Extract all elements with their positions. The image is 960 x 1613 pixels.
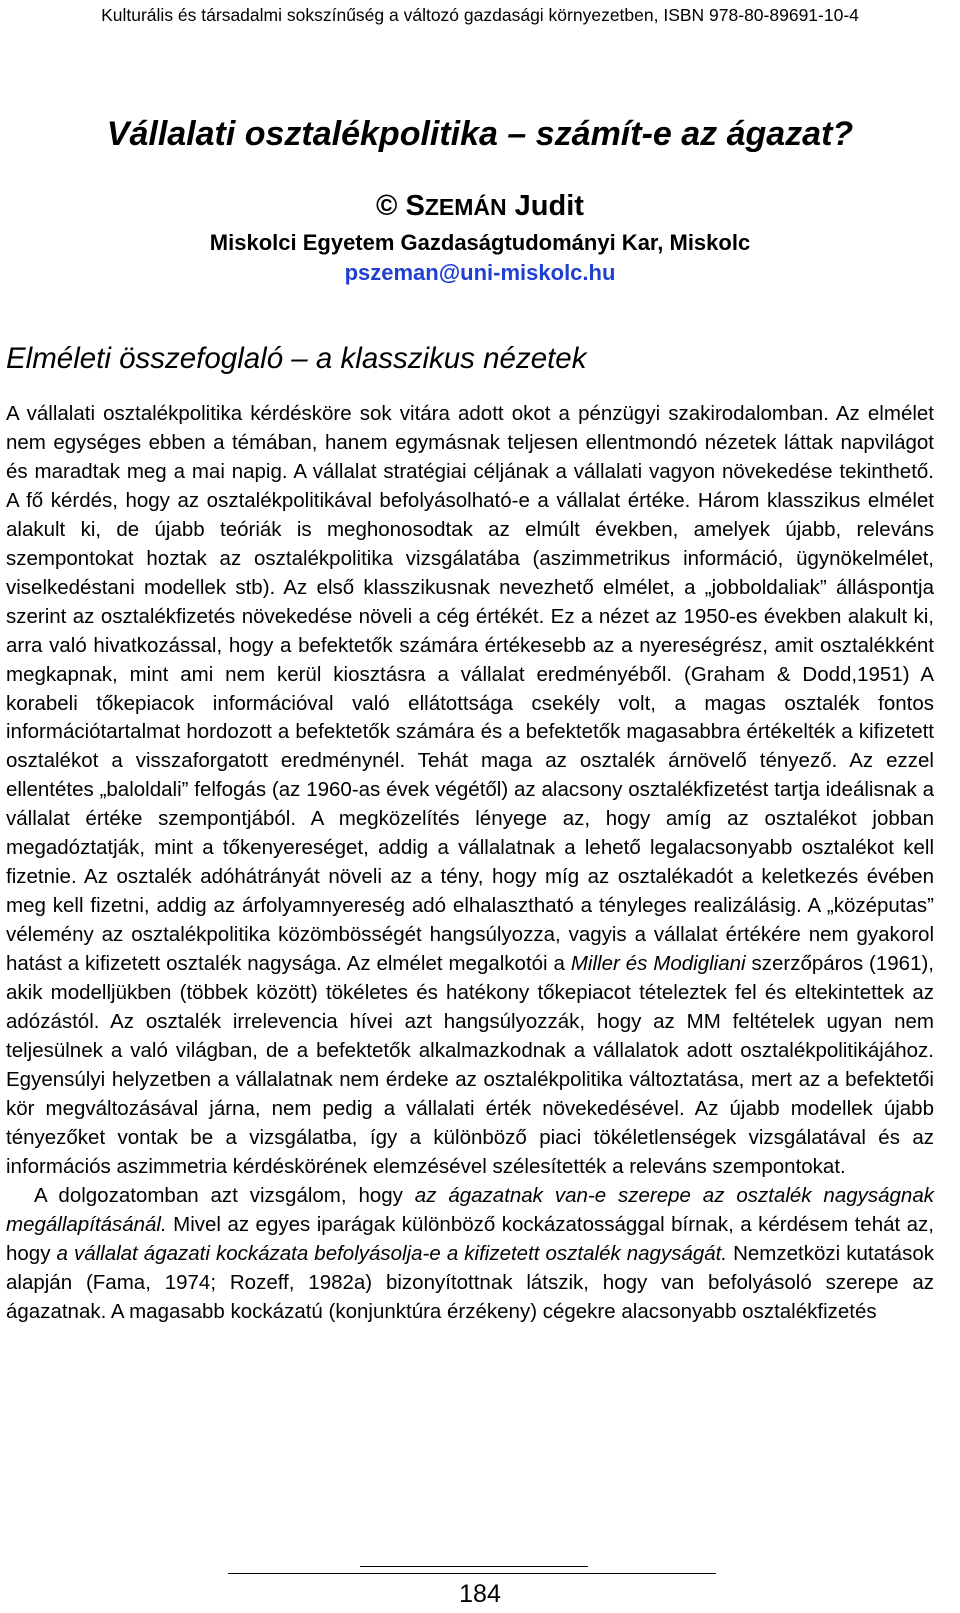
section-heading: Elméleti összefoglaló – a klasszikus nézetek (6, 342, 587, 375)
page-number: 184 (459, 1580, 501, 1608)
running-header: Kulturális és társadalmi sokszínűség a változó gazdasági környezetben, ISBN 978-80-89691-10-4 (101, 5, 859, 25)
paragraph-2-italic-b: a vállalat ágazati kockázata befolyásolja-e a kifizetett osztalék nagyságát. (56, 1241, 728, 1265)
author-line (0, 186, 960, 227)
author-given-name: Judit (506, 190, 584, 222)
author-email-link[interactable]: pszeman@uni-miskolc.hu (344, 260, 616, 285)
author-surname-rest: ZEMÁN (424, 194, 507, 220)
paragraph-2: A dolgozatomban azt vizsgálom, hogy az ágazatnak van-e szerepe az osztalék nagyságnak megállapításánál. Mivel az egyes iparágak különböző kockázatossággal bírnak, a kérdésem tehát az, hogy a vállalat ágazati kockázata befolyásolja-e a kifizetett osztalék nagyságát. Nemzetközi kutatások alapján (Fama, 1974; Rozeff, 1982a) bizonyítottnak látszik, hogy van befolyásoló szerepe az ágazatnak. A magasabb kockázatú (konjunktúra érzékeny) cégekre alacsonyabb osztalékfizetés (6, 1183, 934, 1323)
paragraph-1: A vállalati osztalékpolitika kérdésköre sok vitára adott okot a pénzügyi szakirodalomban. Az elmélet nem egységes ebben a témában, hanem egymásnak teljesen ellentmondó nézetek láttak napvilágot és maradtak meg a mai napig. A vállalat stratégiai céljának a vállalati vagyon növekedése tekinthető. A fő kérdés, hogy az osztalékpolitikával befolyásolható-e a vállalat értéke. Három klasszikus elmélet alakult ki, de újabb teóriák is meghonosodtak az elmúlt években, amelyek újabb, releváns szempontokat hoztak az osztalékpolitika vizsgálatába (aszimmetrikus információ, ügynökelmélet, viselkedéstani modellek stb). Az első klasszikusnak nevezhető elmélet, a „jobboldaliak” álláspontja szerint az osztalékfizetés növekedése növeli a cég értékét. Ez a nézet az 1950-es években alakult ki, arra való hivatkozással, hogy a befektetők számára értékesebb az a nyereségrész, amit osztalékként megkapnak, mint ami nem kerül kiosztásra a vállalat eredményéből. (Graham & Dodd,1951) A korabeli tőkepiacok információval való ellátottsága csekély volt, a magas osztalék fontos információtartalmat hordozott a befektetők számára és a befektetők magasabbra értékelték a kifizetett osztalékot a visszaforgatott eredménynél. Tehát maga az osztalék árnövelő tényező. Az ezzel ellentétes „baloldali” felfogás (az 1960-as évek végétől) az alacsony osztalékfizetést tartja ideálisnak a vállalat értéke szempontjából. A megközelítés lényege az, hogy amíg az osztalékot jobban megadóztatják, mint a tőkenyereséget, addig a vállalatnak a lehető legalacsonyabb osztalékot kell fizetnie. Az osztalék adóhátrányát növeli az a tény, hogy míg az osztalékadót a keletkezés évében meg kell fizetni, addig az árfolyamnyereség adó elhalasztható a tényleges realizálásig. A „középutas” vélemény az osztalékpolitika közömbösségét hangsúlyozza, vagyis a vállalat értékére nem gyakorol hatást a kifizetett osztalék nagysága. Az elmélet megalkotói a Miller és Modigliani szerzőpáros (1961), akik modelljükben (többek között) tökéletes és hatékony tőkepiacot tételeztek fel és eltekintettek az adózástól. Az osztalék irrelevencia hívei azt hangsúlyozzák, hogy az MM feltételek ugyan nem teljesülnek a való világban, de a befektetők alkalmazkodnak a vállalatok adott osztalékpolitikájához. Egyensúlyi helyzetben a vállalatnak nem érdeke az osztalékpolitika változtatása, mert az a befektetői kör megváltozásával járna, nem pedig a vállalati érték növekedésével. Az újabb modellek újabb tényezőket vontak be a vizsgálatba, így a különböző piaci tökéletlenségek vizsgálatával és az információs aszimmetria kérdéskörének elemzésével szélesítették a releváns szempontokat. (6, 402, 934, 1178)
paragraph-2-italic-a: az ágazatnak van-e szerepe az osztalék nagyságnak megállapításánál. (6, 1183, 934, 1236)
footer-rule-long (228, 1573, 716, 1574)
paragraph-1-italic: Miller és Modigliani (570, 952, 746, 976)
author-affiliation: Miskolci Egyetem Gazdaságtudományi Kar, Miskolc (209, 230, 751, 255)
footer-rule-short (360, 1566, 588, 1567)
body-text (6, 400, 934, 1327)
copyright-symbol: © (376, 190, 406, 222)
paper-title: Vállalati osztalékpolitika – számít-e az ágazat? (106, 115, 854, 153)
author-surname-initial: S (405, 190, 425, 222)
